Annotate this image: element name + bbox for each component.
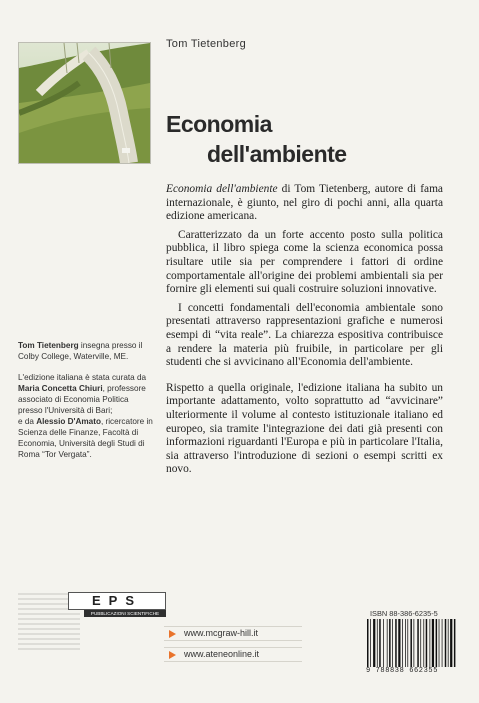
eps-logo-text: EPS	[68, 592, 166, 610]
curator1-bio: , professore associato di Economia Politica presso l'Università di Bari;	[18, 384, 146, 415]
curator2-name: Alessio D'Amato	[36, 417, 101, 426]
title-reference: Economia dell'ambiente	[166, 183, 278, 195]
curators	[18, 372, 153, 460]
book-title-line2: dell'ambiente	[207, 141, 347, 167]
arrow-right-icon	[169, 651, 176, 659]
paragraph-4: Rispetto a quella originale, l'edizione italiana ha subito un importante adattamento, volto soprattutto ad “avvicinare” ulteriormente il volume al contesto istituzionale italiano ed europeo, sia tramite l'integrazione dei dati già presenti con informazioni riguardanti l'Europa e più in particolare l'Italia, sia attraverso l'introduzione di sezioni o esempi scritti ex novo.	[166, 381, 443, 476]
link-ateneonline-text: www.ateneonline.it	[184, 649, 260, 659]
book-title-line1: Economia	[166, 111, 272, 137]
curator1-name: Maria Concetta Chiuri	[18, 384, 103, 393]
author-bio	[18, 340, 153, 362]
link-ateneonline[interactable]	[164, 647, 302, 662]
barcode-icon	[366, 619, 460, 667]
isbn-label: ISBN 88-386-6235-5	[370, 609, 438, 618]
paragraph-1	[166, 183, 443, 224]
barcode-digits: 9 788838 662355	[366, 667, 439, 675]
link-mcgraw-hill[interactable]	[164, 626, 302, 641]
author-name-top: Tom Tietenberg	[166, 38, 247, 50]
arrow-right-icon	[169, 630, 176, 638]
author-bio-text: insegna presso il Colby College, Waterville, ME.	[18, 341, 143, 361]
author-credits	[18, 340, 153, 470]
link-mcgraw-hill-text: www.mcgraw-hill.it	[184, 628, 259, 638]
curator2-bio: , ricercatore in Scienza delle Finanze, Facoltà di Economia, Università degli Studi di Roma “Tor Vergata”.	[18, 417, 153, 459]
author-name: Tom Tietenberg	[18, 341, 79, 350]
curated-intro: L'edizione italiana è stata curata da	[18, 373, 147, 382]
eps-logo	[18, 590, 160, 620]
curator2-intro: e da	[18, 417, 37, 426]
paragraph-3: I concetti fondamentali dell'economia ambientale sono presentati attraverso rappresentazioni grafiche e numerosi esempi di “vita reale”. La chiarezza espositiva contribuisce a rendere la materia più fruibile, in particolare per gli studenti che si avvicinano all'Economia dell'ambiente.	[166, 301, 443, 369]
eps-logo-tagline: PUBBLICAZIONI SCIENTIFICHE	[84, 610, 166, 617]
paragraph-1-text: di Tom Tietenberg, autore di fama internazionale, è giunto, nel giro di pochi anni, alla quarta edizione americana.	[166, 183, 443, 223]
paragraph-2: Caratterizzato da un forte accento posto sulla politica pubblica, il libro spiega come la scienza economica possa risultare utile sia per comprendere i fattori di ordine comportamentale all'origine dei problemi ambientali sia per fornire gli elementi sui quali costruire soluzioni innovative.	[166, 228, 443, 296]
cover-photo	[18, 42, 151, 164]
book-description	[166, 183, 443, 482]
